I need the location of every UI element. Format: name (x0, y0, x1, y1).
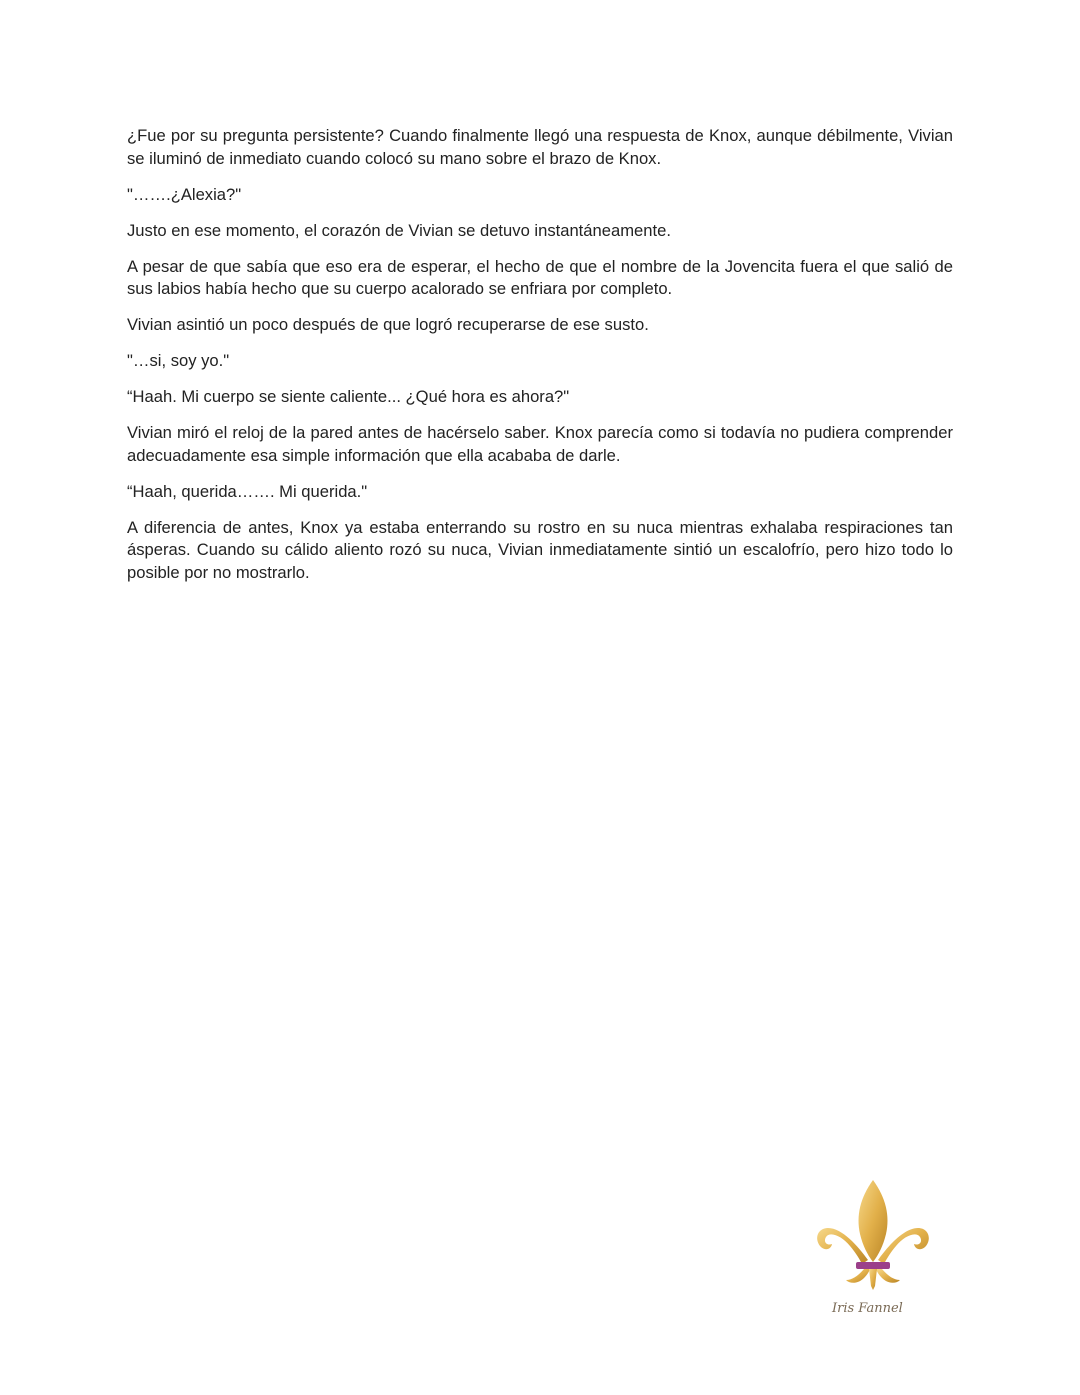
paragraph: A diferencia de antes, Knox ya estaba enterrando su rostro en su nuca mientras exhalaba respiraciones tan ásperas. Cuando su cálido aliento rozó su nuca, Vivian inmediatamente sintió un escalofrío, pero hizo todo lo posible por no mostrarlo. (127, 517, 953, 582)
paragraph: A pesar de que sabía que eso era de esperar, el hecho de que el nombre de la Jovencita fuera el que salió de sus labios había hecho que su cuerpo acalorado se enfriara por completo. (127, 256, 953, 298)
paragraph: “Haah, querida……. Mi querida." (127, 481, 368, 501)
paragraph: Vivian miró el reloj de la pared antes de hacérselo saber. Knox parecía como si todavía no pudiera comprender adecuadamente esa simple información que ella acababa de darle. (127, 423, 953, 465)
paragraph: "…si, soy yo." (127, 351, 230, 370)
fleur-de-lis-logo (812, 1176, 934, 1322)
fleur-de-lis-icon (812, 1176, 934, 1322)
paragraph: Justo en ese momento, el corazón de Vivian se detuvo instantáneamente. (127, 220, 671, 240)
paragraph: ¿Fue por su pregunta persistente? Cuando finalmente llegó una respuesta de Knox, aunque débilmente, Vivian se iluminó de inmediato cuando colocó su mano sobre el brazo de Knox. (127, 126, 953, 168)
logo-signature: Iris Fannel (832, 1301, 903, 1316)
paragraph: Vivian asintió un poco después de que logró recuperarse de ese susto. (127, 315, 649, 334)
paragraph: "…….¿Alexia?" (127, 184, 242, 204)
document-body (127, 125, 953, 598)
paragraph: “Haah. Mi cuerpo se siente caliente... ¿Qué hora es ahora?" (127, 387, 570, 406)
